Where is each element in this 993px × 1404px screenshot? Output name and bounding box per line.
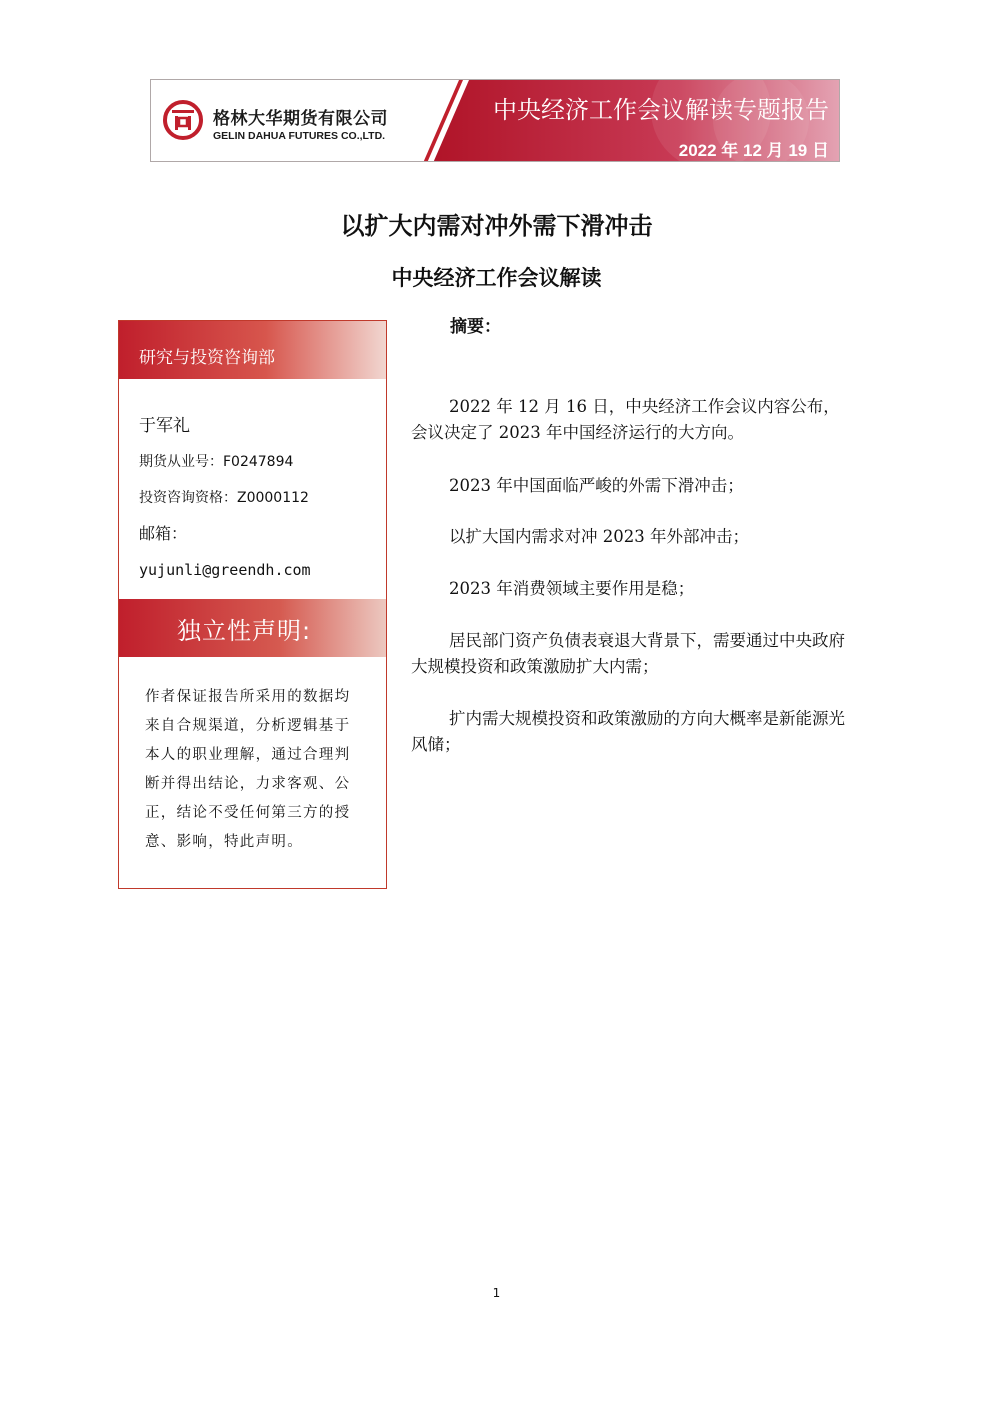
declaration-header [119, 599, 386, 657]
company-name-en: GELIN DAHUA FUTURES CO.,LTD. [213, 130, 386, 142]
summary-paragraph: 2023 年中国面临严峻的外需下滑冲击； [449, 476, 744, 495]
analyst-name: 于军礼 [139, 416, 190, 436]
email-label: 邮箱： [139, 524, 188, 543]
futures-license: 期货从业号：F0247894 [139, 454, 294, 470]
summary-paragraph: 居民部门资产负债表衰退大背景下，需要通过中央政府大规模投资和政策激励扩大内需； [411, 631, 845, 676]
report-banner [150, 79, 840, 162]
company-logo-area [151, 80, 451, 162]
page-subtitle: 中央经济工作会议解读 [391, 265, 602, 290]
department-header [119, 321, 386, 379]
summary-label: 摘要： [450, 317, 501, 337]
page-title: 以扩大内需对冲外需下滑冲击 [340, 211, 653, 240]
declaration-text: 作者保证报告所采用的数据均来自合规渠道，分析逻辑基于本人的职业理解，通过合理判断并得出结论，力求客观、公正，结论不受任何第三方的授意、影响，特此声明。 [145, 689, 351, 850]
summary-paragraph: 扩内需大规模投资和政策激励的方向大概率是新能源光风储； [411, 709, 845, 754]
company-logo-icon [163, 100, 203, 140]
summary-paragraph: 以扩大国内需求对冲 2023 年外部冲击； [449, 527, 749, 546]
company-name-cn: 格林大华期货有限公司 [213, 109, 388, 129]
report-type-title: 中央经济工作会议解读专题报告 [493, 96, 829, 124]
investment-qualification: 投资咨询资格：Z0000112 [139, 490, 309, 506]
report-date: 2022 年 12 月 19 日 [678, 141, 829, 160]
analyst-sidebar [118, 320, 387, 889]
summary-paragraph: 2022 年 12 月 16 日，中央经济工作会议内容公布，会议决定了 2023 年中国经济运行的大方向。 [411, 397, 840, 442]
page-number: 1 [492, 1286, 501, 1300]
department-name: 研究与投资咨询部 [139, 348, 275, 368]
summary-paragraph: 2023 年消费领域主要作用是稳； [449, 579, 695, 598]
analyst-email: yujunli@greendh.com [139, 561, 311, 579]
declaration-title: 独立性声明: [177, 617, 312, 645]
